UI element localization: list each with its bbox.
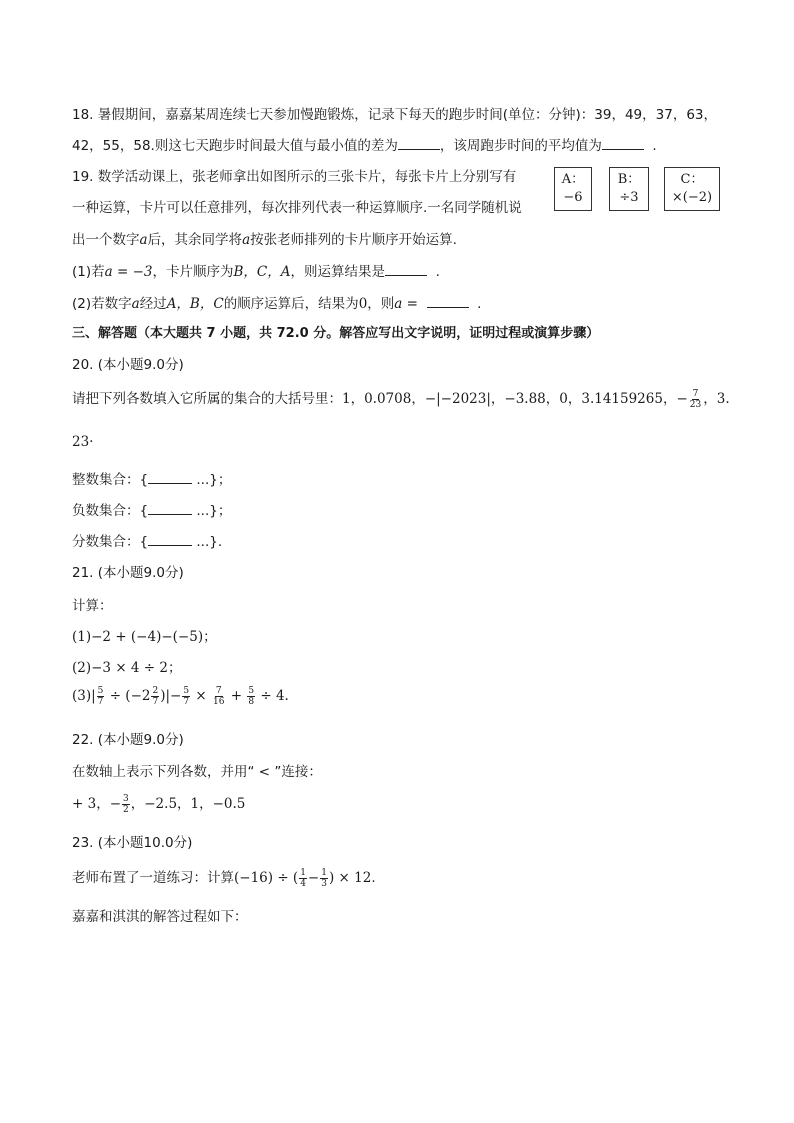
frac-num: 7 xyxy=(692,388,699,399)
q21-part2-text: (2)−3 × 4 ÷ 2； xyxy=(72,660,182,676)
card-value: ×(−2) xyxy=(671,190,713,205)
q20-set-negatives xyxy=(72,499,231,519)
frac-den: 8 xyxy=(248,697,255,707)
q23-period: . xyxy=(371,870,376,886)
fraction-1-3 xyxy=(320,868,328,889)
q18-line1 xyxy=(72,103,717,123)
q20-header xyxy=(72,353,184,373)
answer-blank[interactable] xyxy=(148,533,192,546)
q21-p3-lead: (3)| xyxy=(72,688,96,704)
fraction-7-23 xyxy=(689,389,702,410)
q20-header-text: 20. (本小题9.0分) xyxy=(72,357,184,373)
q21-p3-end: ÷ 4. xyxy=(256,688,289,704)
fraction-3-2 xyxy=(122,794,130,815)
frac-den: 2 xyxy=(123,805,129,815)
q18-line2 xyxy=(72,134,657,154)
frac-num: 5 xyxy=(183,686,190,696)
q21-part1 xyxy=(72,625,217,645)
frac-num: 3 xyxy=(123,794,129,804)
q20-line1 xyxy=(72,387,730,410)
set-dots: ...}； xyxy=(192,472,232,488)
q23-minus: − xyxy=(307,870,320,886)
answer-blank[interactable] xyxy=(427,295,469,308)
q20-tail: ，3. xyxy=(703,391,730,407)
answer-blank[interactable] xyxy=(385,263,427,276)
card-label: C： xyxy=(680,172,704,187)
q19-line2 xyxy=(72,196,522,216)
q21-intro-text: 计算： xyxy=(72,598,113,614)
q21-part2 xyxy=(72,656,182,676)
q19-sub1-tail: ，则运算结果是 xyxy=(290,264,385,280)
card-a xyxy=(554,167,592,211)
q21-p3-mid: ÷ (−2 xyxy=(105,688,151,704)
card-value: ÷3 xyxy=(619,190,639,205)
frac-den: 16 xyxy=(212,697,225,707)
fraction xyxy=(182,686,190,707)
q23-intro xyxy=(72,866,376,889)
frac-den: 7 xyxy=(183,697,190,707)
frac-den: 3 xyxy=(321,878,327,889)
fraction xyxy=(247,686,255,707)
q21-p3-mid: )|− xyxy=(160,688,182,704)
q21-header-text: 21. (本小题9.0分) xyxy=(72,565,184,581)
q19-sub1-eq: a = −3 xyxy=(104,264,153,280)
q20-set-integers xyxy=(72,468,231,488)
fraction-1-4 xyxy=(299,868,307,889)
q19-line3 xyxy=(72,228,457,248)
q19-sub2-mid2: 的顺序运算后，结果为 xyxy=(223,296,359,312)
q19-period: . xyxy=(477,296,482,312)
q19-sub2-mid3: ，则 xyxy=(367,296,395,312)
frac-num: 2 xyxy=(152,686,159,696)
q21-header xyxy=(72,561,184,581)
set-label: 分数集合：{ xyxy=(72,534,149,550)
answer-blank[interactable] xyxy=(148,502,192,515)
fraction xyxy=(212,686,225,707)
q20-set-fractions xyxy=(72,530,222,550)
q19-sub2-order: A，B，C xyxy=(166,296,224,312)
q21-p3-mid: + xyxy=(226,688,247,704)
frac-num: 7 xyxy=(215,686,222,696)
q19-sub2 xyxy=(72,292,481,312)
q23-header-text: 23. (本小题10.0分) xyxy=(72,835,193,851)
frac-den: 7 xyxy=(97,697,104,707)
q19-text-3c: 按张老师排列的卡片顺序开始运算. xyxy=(250,232,457,248)
frac-num: 5 xyxy=(248,686,255,696)
q22-numbers xyxy=(72,792,245,815)
frac-num: 5 xyxy=(97,686,104,696)
set-label: 负数集合：{ xyxy=(72,503,149,519)
q21-part3 xyxy=(72,686,289,707)
q19-text-1: 19. 数学活动课上，张老师拿出如图所示的三张卡片，每张卡片上分别写有 xyxy=(72,169,517,185)
card-label: B： xyxy=(617,172,641,187)
q22-neg-sign: − xyxy=(109,796,122,812)
section-3-heading xyxy=(72,322,599,341)
q22-header xyxy=(72,728,184,748)
q19-sub1-lead: (1)若 xyxy=(72,264,105,280)
q19-period: . xyxy=(435,264,440,280)
q23-expr-b: ) × 12 xyxy=(328,870,372,886)
frac-den: 7 xyxy=(152,697,159,707)
answer-blank[interactable] xyxy=(148,471,192,484)
card-b xyxy=(609,167,649,211)
q19-sub1 xyxy=(72,260,440,280)
set-dots: ...}. xyxy=(192,534,223,550)
q19-text-3b: 后，其余同学将 xyxy=(147,232,243,248)
set-dots: ...}； xyxy=(192,503,232,519)
q22-nums-a: + 3， xyxy=(72,796,110,812)
q19-sub2-lead: (2)若数字 xyxy=(72,296,132,312)
q19-text-3a: 出一个数字 xyxy=(72,232,140,248)
q19-line1 xyxy=(72,165,516,185)
q20-neg-sign: − xyxy=(676,391,688,407)
fraction xyxy=(97,686,105,707)
q18-text-2a: 42，55，58.则这七天跑步时间最大值与最小值的差为 xyxy=(72,138,398,154)
q22-header-text: 22. (本小题9.0分) xyxy=(72,732,184,748)
set-label: 整数集合：{ xyxy=(72,472,149,488)
q18-period: . xyxy=(652,138,657,154)
card-label: A： xyxy=(561,172,585,187)
q19-sub2-eq: a = xyxy=(394,296,418,312)
q18-text-1: 18. 暑假期间，嘉嘉某周连续七天参加慢跑锻炼，记录下每天的跑步时间(单位：分钟)：39，49，37，63， xyxy=(72,107,718,123)
frac-num: 1 xyxy=(300,867,306,878)
q23-intro-text: 老师布置了一道练习：计算 xyxy=(72,870,234,886)
q20-repeating-decimal: 23· xyxy=(72,434,94,450)
card-value: −6 xyxy=(563,190,583,205)
q18-text-2b: ，该周跑步时间的平均值为 xyxy=(439,138,602,154)
q20-line2 xyxy=(72,434,93,450)
q19-text-2: 一种运算，卡片可以任意排列，每次排列代表一种运算顺序.一名同学随机说 xyxy=(72,200,522,216)
q21-part1-text: (1)−2 + (−4)−(−5)； xyxy=(72,629,217,645)
q19-sub1-mid: ，卡片顺序为 xyxy=(152,264,234,280)
q23-header xyxy=(72,831,192,851)
variable-a: a xyxy=(139,232,148,248)
frac-den: 23 xyxy=(689,399,702,410)
q19-sub2-mid: 经过 xyxy=(139,296,167,312)
answer-blank[interactable] xyxy=(602,137,644,150)
q22-nums-b: ，−2.5，1，−0.5 xyxy=(130,796,246,812)
q21-p3-mid: × xyxy=(191,688,211,704)
section-3-text: 三、解答题（本大题共 7 小题，共 72.0 分。解答应写出文字说明，证明过程或演算步骤） xyxy=(72,326,600,341)
variable-a: a xyxy=(131,296,140,312)
q21-intro xyxy=(72,594,113,614)
variable-a: a xyxy=(242,232,251,248)
q19-sub1-order: B，C，A xyxy=(233,264,291,280)
q23-expr-a: (−16) ÷ ( xyxy=(234,870,299,886)
q19-sub2-zero: 0 xyxy=(358,296,368,312)
q23-line2 xyxy=(72,905,248,925)
frac-num: 1 xyxy=(321,867,327,878)
fraction xyxy=(151,686,159,707)
q20-intro: 请把下列各数填入它所属的集合的大括号里： xyxy=(72,391,342,407)
answer-blank[interactable] xyxy=(398,137,440,150)
q22-intro xyxy=(72,760,322,780)
q20-numbers: 1，0.0708，−|−2023|，−3.88，0，3.14159265， xyxy=(342,391,677,407)
frac-den: 4 xyxy=(300,878,306,889)
q22-intro-text: 在数轴上表示下列各数，并用“ < ”连接： xyxy=(72,764,322,780)
q23-line2-text: 嘉嘉和淇淇的解答过程如下： xyxy=(72,909,248,925)
card-c xyxy=(664,167,720,211)
